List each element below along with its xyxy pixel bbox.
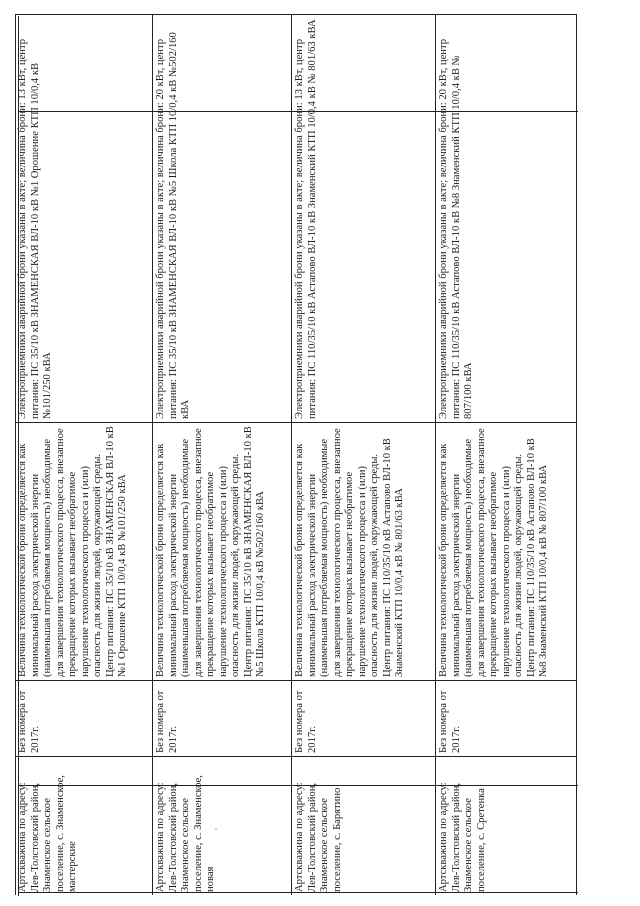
separator-line — [18, 111, 578, 112]
table-border-line — [15, 14, 577, 15]
table-border-line — [576, 15, 577, 895]
document-number-cell: Без номера от 2017г. — [155, 690, 179, 753]
document-number-cell: Без номера от 2017г. — [17, 690, 41, 753]
document-number-cell: Без номера от 2017г. — [438, 690, 462, 753]
row-divider — [435, 15, 436, 895]
technological-reserve-cell: Величина технологической брони определяется как минимальный расход электрической энергии (наименьшая потребляемая мощность) необходимые для завершения технологического процесса, внезапное прекращение которых вызывает необратимое нарушение технологического процесса и (или) опасность для жизни людей, окружающей среды. Центр питания: ПС 110/35/10 кВ Астапово ВЛ-10 кВ №8 Знаменский КТП 10/0,4 кВ № 807/100 кВА — [438, 428, 549, 677]
emergency-reserve-cell: Электроприемники аварийной брони указаны в акте; величина брони: 20 кВт, центр питания: ПС 110/35/10 кВ Астапово ВЛ-10 кВ №8 Знаменский КТП 10/0,4 кВ № 807/100 кВА — [438, 38, 474, 419]
table-border-line — [15, 15, 16, 895]
object-name-cell: Артскважина по адресу: Лев-Толстовский район, Знаменское сельское поселение, с. Знаменское, мастерские — [17, 775, 78, 892]
object-name-cell: Артскважина по адресу: Лев-Толстовский район, Знаменское сельское поселение, с. Барятино — [294, 782, 343, 892]
row-divider — [291, 15, 292, 895]
technological-reserve-cell: Величина технологической брони определяется как минимальный расход электрической энергии (наименьшая потребляемая мощность) необходимые для завершения технологического процесса, внезапное прекращение которых вызывает необратимое нарушение технологического процесса и (или) опасность для жизни людей, окружающей среды. Центр питания: ПС 110/35/10 кВ Астапово ВЛ-10 кВ Знаменский КТП 10/0,4 кВ № 801/63 кВА — [294, 428, 405, 677]
row-divider — [152, 15, 153, 895]
emergency-reserve-cell: Электроприемники аварийной брони указаны в акте; величина брони: 13 кВт, центр питания: ПС 110/35/10 кВ Астапово ВЛ-10 кВ Знаменский КТП 10/0,4 кВ № 801/63 кВА — [294, 19, 318, 419]
rotated-document-page — [15, 15, 577, 895]
object-name-cell: Артскважина по адресу: Лев-Толстовский район, Знаменское сельское поселение, с. Знаменское, новая — [155, 775, 216, 892]
separator-line — [18, 892, 578, 893]
technological-reserve-cell: Величина технологической брони определяется как минимальный расход электрической энергии (наименьшая потребляемая мощность) необходимые для завершения технологического процесса, внезапное прекращение которых вызывает необратимое нарушение технологического процесса и (или) опасность для жизни людей, окружающей среды. Центр питания: ПС 35/10 кВ ЗНАМЕНСКАЯ ВЛ-10 кВ №5 Школа КТП 10/0,4 кВ №502/160 кВА — [155, 426, 266, 677]
table-row — [436, 15, 577, 895]
technological-reserve-cell: Величина технологической брони определяется как минимальный расход электрической энергии (наименьшая потребляемая мощность) необходимые для завершения технологического процесса, внезапное прекращение которых вызывает необратимое нарушение технологического процесса и (или) опасность для жизни людей, окружающей среды. Центр питания: ПС 35/10 кВ ЗНАМЕНСКАЯ ВЛ-10 кВ №1 Орошение КТП 10/0,4 кВ №101/250 кВА — [17, 426, 128, 677]
document-number-cell: Без номера от 2017г. — [294, 690, 318, 753]
table-row — [153, 15, 291, 895]
table-row — [292, 15, 435, 895]
emergency-reserve-cell: Электроприемники аварийной брони указаны в акте; величина брони: 13 кВт, центр питания: ПС 35/10 кВ ЗНАМЕНСКАЯ ВЛ-10 кВ №1 Орошение КТП 10/0,4 кВ №101/250 кВА — [17, 38, 53, 419]
object-name-cell: Артскважина по адресу: Лев-Толстовский район, Знаменское сельское поселение, с. Сретенка — [438, 782, 487, 892]
table-row — [15, 15, 152, 895]
column-divider — [15, 680, 577, 681]
separator-line — [18, 785, 578, 786]
column-divider — [15, 422, 577, 423]
column-divider — [15, 756, 577, 757]
emergency-reserve-cell: Электроприемники аварийной брони указаны в акте; величина брони: 20 кВт, центр питания: ПС 35/10 кВ ЗНАМЕНСКАЯ ВЛ-10 кВ №5 Школа КТП 10/0,4 кВ №502/160 кВА — [155, 32, 191, 419]
scan-speck — [215, 828, 217, 830]
page-left-rule — [18, 16, 19, 896]
